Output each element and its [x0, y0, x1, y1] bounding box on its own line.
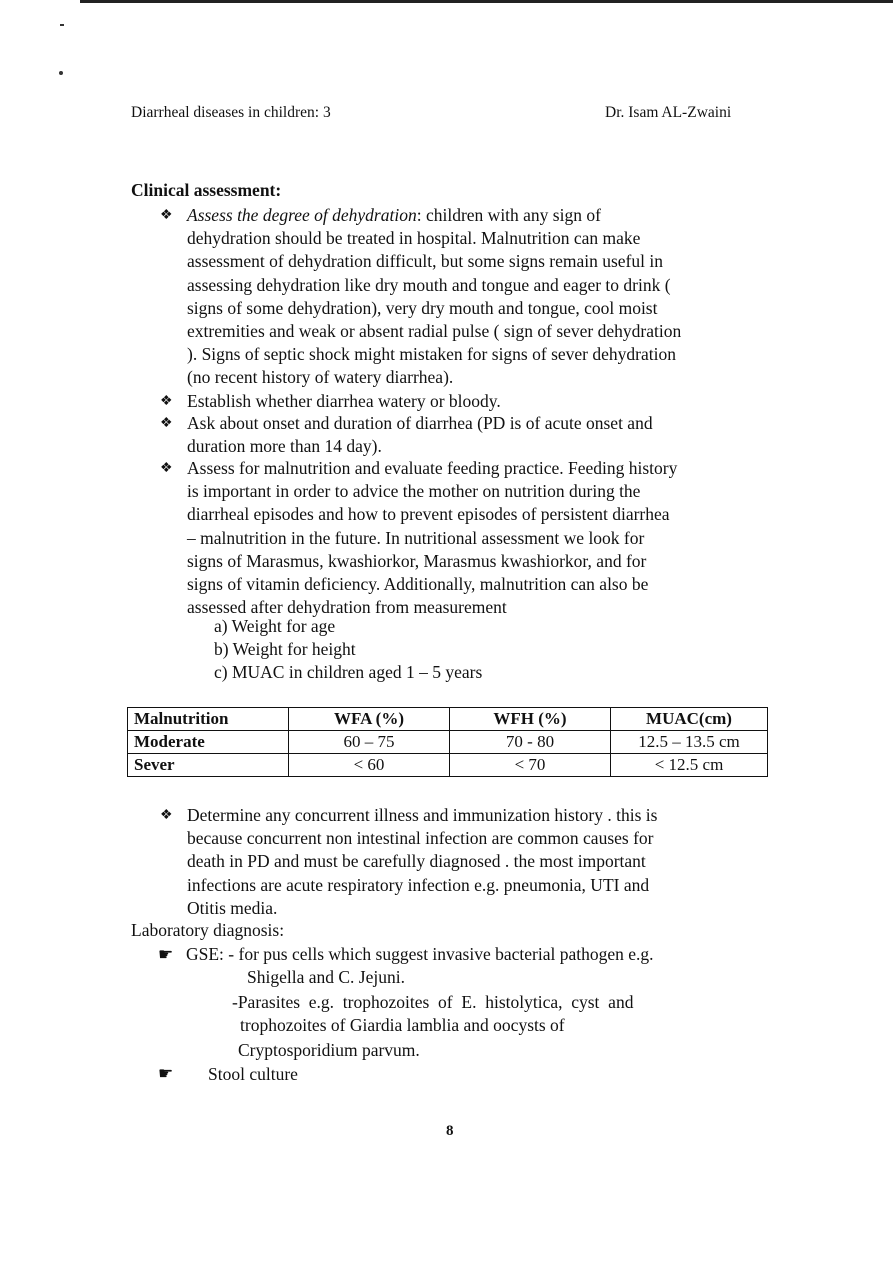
table-header-row — [128, 708, 768, 731]
bullet-5 — [187, 804, 765, 920]
bullet-1-line: assessment of dehydration difficult, but some signs remain useful in — [187, 251, 663, 272]
malnutrition-table — [127, 707, 768, 777]
bullet-1-line: Assess the degree of dehydration: children with any sign of — [187, 205, 601, 225]
bullet-5-line: because concurrent non intestinal infection are common causes for — [187, 828, 654, 849]
bullet-1-line: signs of some dehydration), very dry mouth and tongue, cool moist — [187, 297, 658, 318]
section-title: Clinical assessment: — [131, 180, 282, 200]
bullet-1 — [187, 204, 757, 390]
bullet-1-line: ). Signs of septic shock might mistaken for signs of sever dehydration — [187, 344, 676, 365]
table-row — [128, 731, 768, 754]
table-header: Malnutrition — [128, 708, 289, 731]
table-cell: < 12.5 cm — [611, 754, 768, 777]
diamond-bullet-icon: ❖ — [160, 808, 173, 823]
bullet-3-line: Ask about onset and duration of diarrhea (PD is of acute onset and — [187, 413, 653, 433]
bullet-4-line: Assess for malnutrition and evaluate feeding practice. Feeding history — [187, 458, 678, 478]
table-cell: 12.5 – 13.5 cm — [611, 731, 768, 754]
table-cell: Moderate — [128, 731, 289, 754]
top-border-line — [80, 0, 893, 3]
table-cell: Sever — [128, 754, 289, 777]
bullet-4-line: signs of Marasmus, kwashiorkor, Marasmus kwashiorkor, and for — [187, 550, 647, 571]
bullet-1-lead: Assess the degree of dehydration — [187, 205, 417, 225]
table-cell: 70 - 80 — [450, 731, 611, 754]
bullet-5-line: death in PD and must be carefully diagnosed . the most important — [187, 851, 646, 872]
bullet-1-line: extremities and weak or absent radial pulse ( sign of sever dehydration — [187, 321, 682, 342]
table-header: MUAC(cm) — [611, 708, 768, 731]
bullet-2 — [187, 390, 757, 413]
lab-title: Laboratory diagnosis: — [131, 920, 285, 940]
header-right: Dr. Isam AL-Zwaini — [605, 104, 732, 121]
bullet-1-line: assessing dehydration like dry mouth and tongue and eager to drink ( — [187, 274, 671, 295]
table-header: WFA (%) — [289, 708, 450, 731]
diamond-bullet-icon: ❖ — [160, 416, 173, 431]
measurement-item: b) Weight for height — [214, 639, 356, 659]
gse-line: -Parasites e.g. trophozoites of E. histolytica, cyst and — [232, 992, 634, 1012]
bullet-5-line: Otitis media. — [187, 897, 278, 918]
pointing-hand-icon: ☛ — [158, 1064, 174, 1083]
pointing-hand-icon: ☛ — [158, 945, 174, 964]
bullet-2-line: Establish whether diarrhea watery or bloody. — [187, 391, 501, 411]
table-cell: 60 – 75 — [289, 731, 450, 754]
bullet-5-line: infections are acute respiratory infection e.g. pneumonia, UTI and — [187, 874, 650, 895]
bullet-1-line: dehydration should be treated in hospital. Malnutrition can make — [187, 228, 641, 249]
bullet-4-line: – malnutrition in the future. In nutritional assessment we look for — [187, 527, 645, 548]
bullet-5-line: Determine any concurrent illness and immunization history . this is — [187, 805, 658, 825]
table-cell: < 60 — [289, 754, 450, 777]
scan-mark — [60, 24, 64, 26]
table-cell: < 70 — [450, 754, 611, 777]
table-header: WFH (%) — [450, 708, 611, 731]
gse-line: GSE: - for pus cells which suggest invasive bacterial pathogen e.g. — [186, 944, 654, 964]
gse-line: Cryptosporidium parvum. — [238, 1040, 420, 1060]
table-row — [128, 754, 768, 777]
diamond-bullet-icon: ❖ — [160, 461, 173, 476]
gse-line: trophozoites of Giardia lamblia and oocysts of — [240, 1015, 565, 1035]
bullet-3-line: duration more than 14 day). — [187, 436, 382, 457]
diamond-bullet-icon: ❖ — [160, 208, 173, 223]
stool-culture: Stool culture — [208, 1064, 298, 1084]
measurement-item: a) Weight for age — [214, 616, 336, 636]
bullet-4-line: assessed after dehydration from measurement — [187, 597, 507, 618]
bullet-4-line: is important in order to advice the mother on nutrition during the — [187, 481, 641, 502]
page-number: 8 — [446, 1123, 454, 1139]
header-left: Diarrheal diseases in children: 3 — [131, 104, 331, 121]
bullet-1-line: (no recent history of watery diarrhea). — [187, 367, 454, 388]
diamond-bullet-icon: ❖ — [160, 394, 173, 409]
gse-line: Shigella and C. Jejuni. — [247, 967, 405, 987]
bullet-4 — [187, 457, 757, 619]
bullet-4-line: diarrheal episodes and how to prevent episodes of persistent diarrhea — [187, 504, 670, 525]
scan-mark — [59, 71, 63, 75]
bullet-3 — [187, 412, 757, 458]
bullet-4-line: signs of vitamin deficiency. Additionally, malnutrition can also be — [187, 574, 649, 595]
measurement-item: c) MUAC in children aged 1 – 5 years — [214, 662, 483, 682]
